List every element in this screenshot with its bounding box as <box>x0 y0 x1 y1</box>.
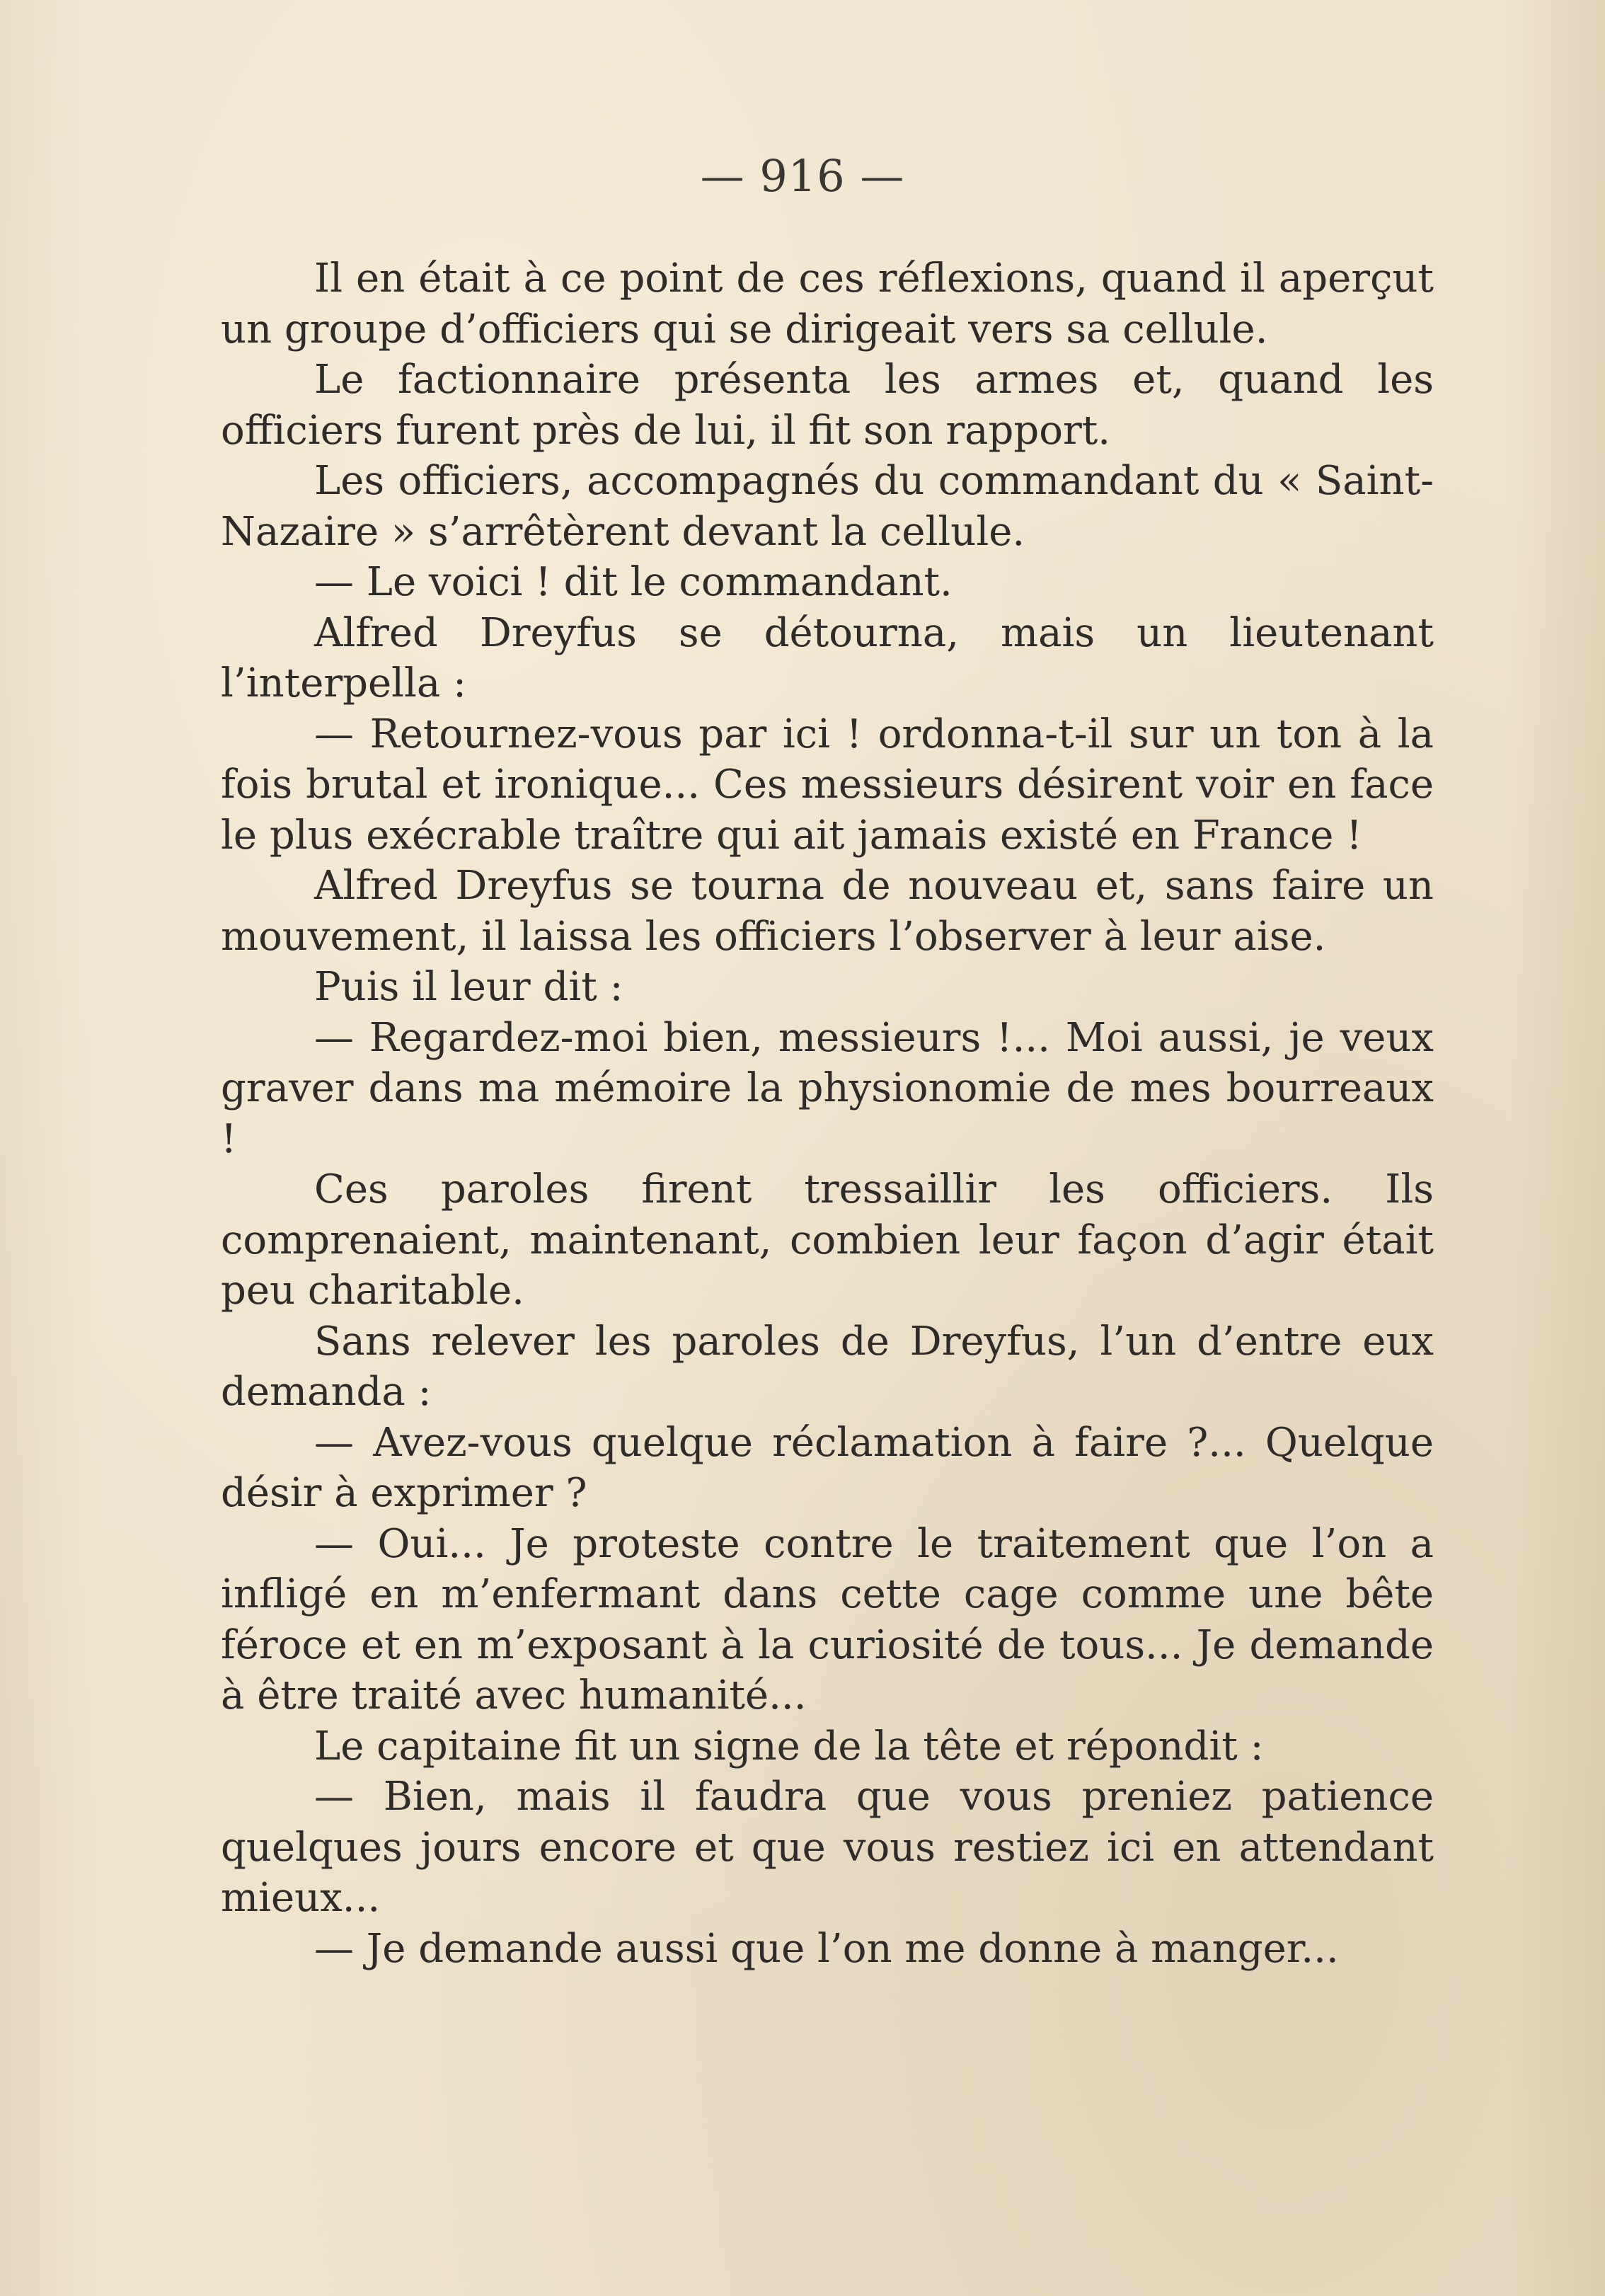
paragraph: Puis il leur dit : <box>314 964 623 1010</box>
paragraph: Alfred Dreyfus se détourna, mais un lieutenant l’interpella : <box>221 609 1434 706</box>
paragraph: Le capitaine fit un signe de la tête et répondit : <box>314 1723 1264 1769</box>
paragraph: Alfred Dreyfus se tourna de nouveau et, sans faire un mouvement, il laissa les officiers l’observer à leur aise. <box>221 863 1434 960</box>
paragraph: Sans relever les paroles de Dreyfus, l’un d’entre eux demanda : <box>221 1318 1434 1415</box>
dialogue-line: — Bien, mais il faudra que vous preniez patience quelques jours encore et que vous restiez ici en attendant mieux... <box>221 1774 1434 1921</box>
dialogue-line: — Je demande aussi que l’on me donne à manger... <box>314 1925 1339 1972</box>
paragraph: Les officiers, accompagnés du commandant du « Saint-Nazaire » s’arrêtèrent devant la cellule. <box>221 458 1434 555</box>
paragraph: Le factionnaire présenta les armes et, quand les officiers furent près de lui, il fit son rapport. <box>221 357 1434 454</box>
paragraph: Ces paroles firent tressaillir les officiers. Ils comprenaient, maintenant, combien leur façon d’agir était peu charitable. <box>221 1166 1434 1314</box>
dialogue-line: — Oui... Je proteste contre le traitement que l’on a infligé en m’enfermant dans cette cage comme une bête féroce et en m’exposant à la curiosité de tous... Je demande à être traité avec humanité... <box>221 1520 1434 1718</box>
dialogue-line: — Le voici ! dit le commandant. <box>314 559 953 605</box>
dialogue-line: — Retournez-vous par ici ! ordonna-t-il sur un ton à la fois brutal et ironique... Ces messieurs désirent voir en face le plus exécrable traître qui ait jamais existé en France ! <box>221 711 1434 859</box>
dialogue-line: — Avez-vous quelque réclamation à faire ?... Quelque désir à exprimer ? <box>221 1419 1434 1516</box>
dialogue-line: — Regardez-moi bien, messieurs !... Moi aussi, je veux graver dans ma mémoire la physionomie de mes bourreaux ! <box>221 1014 1434 1162</box>
page-number: — 916 — <box>700 150 905 202</box>
body-text <box>221 253 1434 1974</box>
paragraph: Il en était à ce point de ces réflexions, quand il aperçut un groupe d’officiers qui se dirigeait vers sa cellule. <box>221 256 1434 352</box>
